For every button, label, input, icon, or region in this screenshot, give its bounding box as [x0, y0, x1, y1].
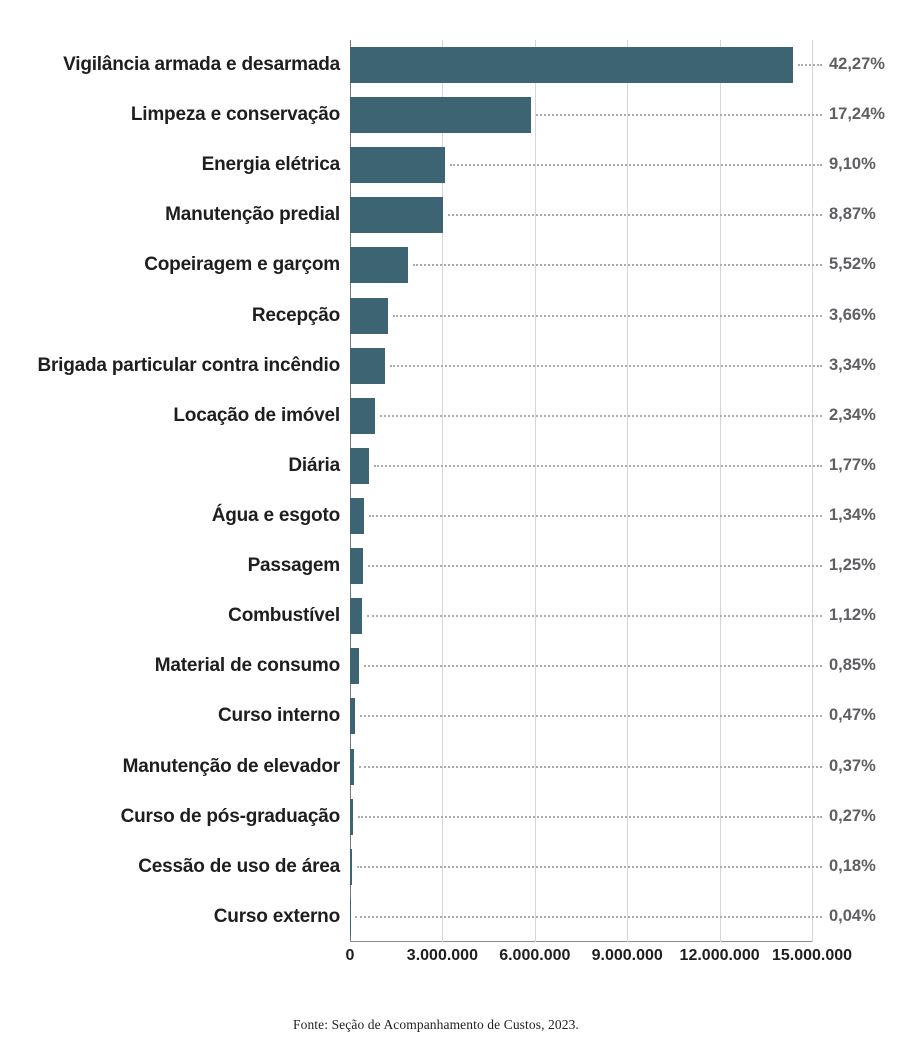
category-label: Cessão de uso de área [138, 855, 340, 877]
bar-row [0, 441, 902, 491]
bar-row [0, 491, 902, 541]
bar-row [0, 691, 902, 741]
bar [350, 247, 408, 283]
leader-line [374, 465, 822, 467]
percent-label: 17,24% [829, 105, 885, 124]
percent-label: 0,37% [829, 756, 876, 775]
percent-label: 2,34% [829, 405, 876, 424]
leader-line [413, 264, 822, 266]
leader-line [536, 114, 822, 116]
percent-label: 3,34% [829, 355, 876, 374]
category-label: Água e esgoto [211, 505, 340, 527]
category-label: Recepção [251, 304, 340, 326]
bar [350, 197, 443, 233]
leader-line [358, 816, 822, 818]
bar [350, 548, 363, 584]
category-label: Limpeza e conservação [130, 104, 340, 126]
bar-row [0, 792, 902, 842]
bar [350, 147, 445, 183]
bar [350, 598, 362, 634]
leader-line [364, 665, 822, 667]
leader-line [798, 64, 822, 66]
leader-line [368, 565, 822, 567]
percent-label: 1,77% [829, 455, 876, 474]
bar [350, 97, 531, 133]
category-label: Material de consumo [154, 655, 340, 677]
bar-row [0, 892, 902, 942]
bar [350, 698, 355, 734]
bar-row [0, 641, 902, 691]
category-label: Energia elétrica [201, 154, 340, 176]
x-tick-label: 6.000.000 [499, 947, 571, 964]
leader-line [448, 214, 822, 216]
leader-line [450, 164, 822, 166]
bar-row [0, 90, 902, 140]
bar [350, 849, 352, 885]
percent-label: 0,47% [829, 706, 876, 725]
bar-row [0, 391, 902, 441]
bar-row [0, 742, 902, 792]
percent-label: 0,04% [829, 906, 876, 925]
percent-label: 3,66% [829, 305, 876, 324]
leader-line [359, 766, 822, 768]
percent-label: 9,10% [829, 155, 876, 174]
category-label: Manutenção predial [165, 204, 340, 226]
percent-label: 0,18% [829, 856, 876, 875]
leader-line [393, 315, 822, 317]
bar-row [0, 40, 902, 90]
percent-label: 5,52% [829, 255, 876, 274]
bar [350, 448, 369, 484]
leader-line [360, 715, 822, 717]
bar-row [0, 190, 902, 240]
category-label: Curso interno [218, 705, 340, 727]
bar [350, 498, 364, 534]
category-label: Copeiragem e garçom [144, 254, 340, 276]
percent-label: 1,12% [829, 606, 876, 625]
bar [350, 899, 351, 935]
x-tick-label: 12.000.000 [679, 947, 760, 964]
category-label: Curso de pós-graduação [120, 805, 340, 827]
category-label: Diária [288, 454, 340, 476]
bar-row [0, 341, 902, 391]
bar [350, 648, 359, 684]
x-tick-label: 3.000.000 [406, 947, 478, 964]
percent-label: 42,27% [829, 55, 885, 74]
bar [350, 47, 793, 83]
category-label: Passagem [247, 555, 340, 577]
source-note: Fonte: Seção de Acompanhamento de Custos, 2023. [293, 1017, 579, 1032]
leader-line [357, 866, 822, 868]
category-label: Locação de imóvel [173, 404, 340, 426]
category-label: Vigilância armada e desarmada [63, 54, 340, 76]
x-tick-label: 9.000.000 [591, 947, 663, 964]
bar-row [0, 591, 902, 641]
leader-line [369, 515, 822, 517]
leader-line [380, 415, 822, 417]
percent-label: 8,87% [829, 205, 876, 224]
x-tick-label: 15.000.000 [771, 947, 853, 964]
category-label: Brigada particular contra incêndio [37, 354, 340, 376]
bar-row [0, 291, 902, 341]
bar-row [0, 140, 902, 190]
category-label: Combustível [228, 605, 340, 627]
leader-line [390, 365, 822, 367]
x-tick-label: 0 [345, 947, 355, 964]
bar [350, 348, 385, 384]
bar [350, 749, 354, 785]
leader-line [355, 916, 822, 918]
category-label: Manutenção de elevador [122, 755, 340, 777]
bar-row [0, 541, 902, 591]
percent-label: 0,27% [829, 806, 876, 825]
percent-label: 1,25% [829, 556, 876, 575]
bar [350, 799, 353, 835]
percent-label: 1,34% [829, 506, 876, 525]
bar-row [0, 842, 902, 892]
percent-label: 0,85% [829, 656, 876, 675]
category-label: Curso externo [213, 905, 340, 927]
bar-row [0, 240, 902, 290]
bar [350, 398, 375, 434]
bar [350, 298, 388, 334]
leader-line [367, 615, 822, 617]
